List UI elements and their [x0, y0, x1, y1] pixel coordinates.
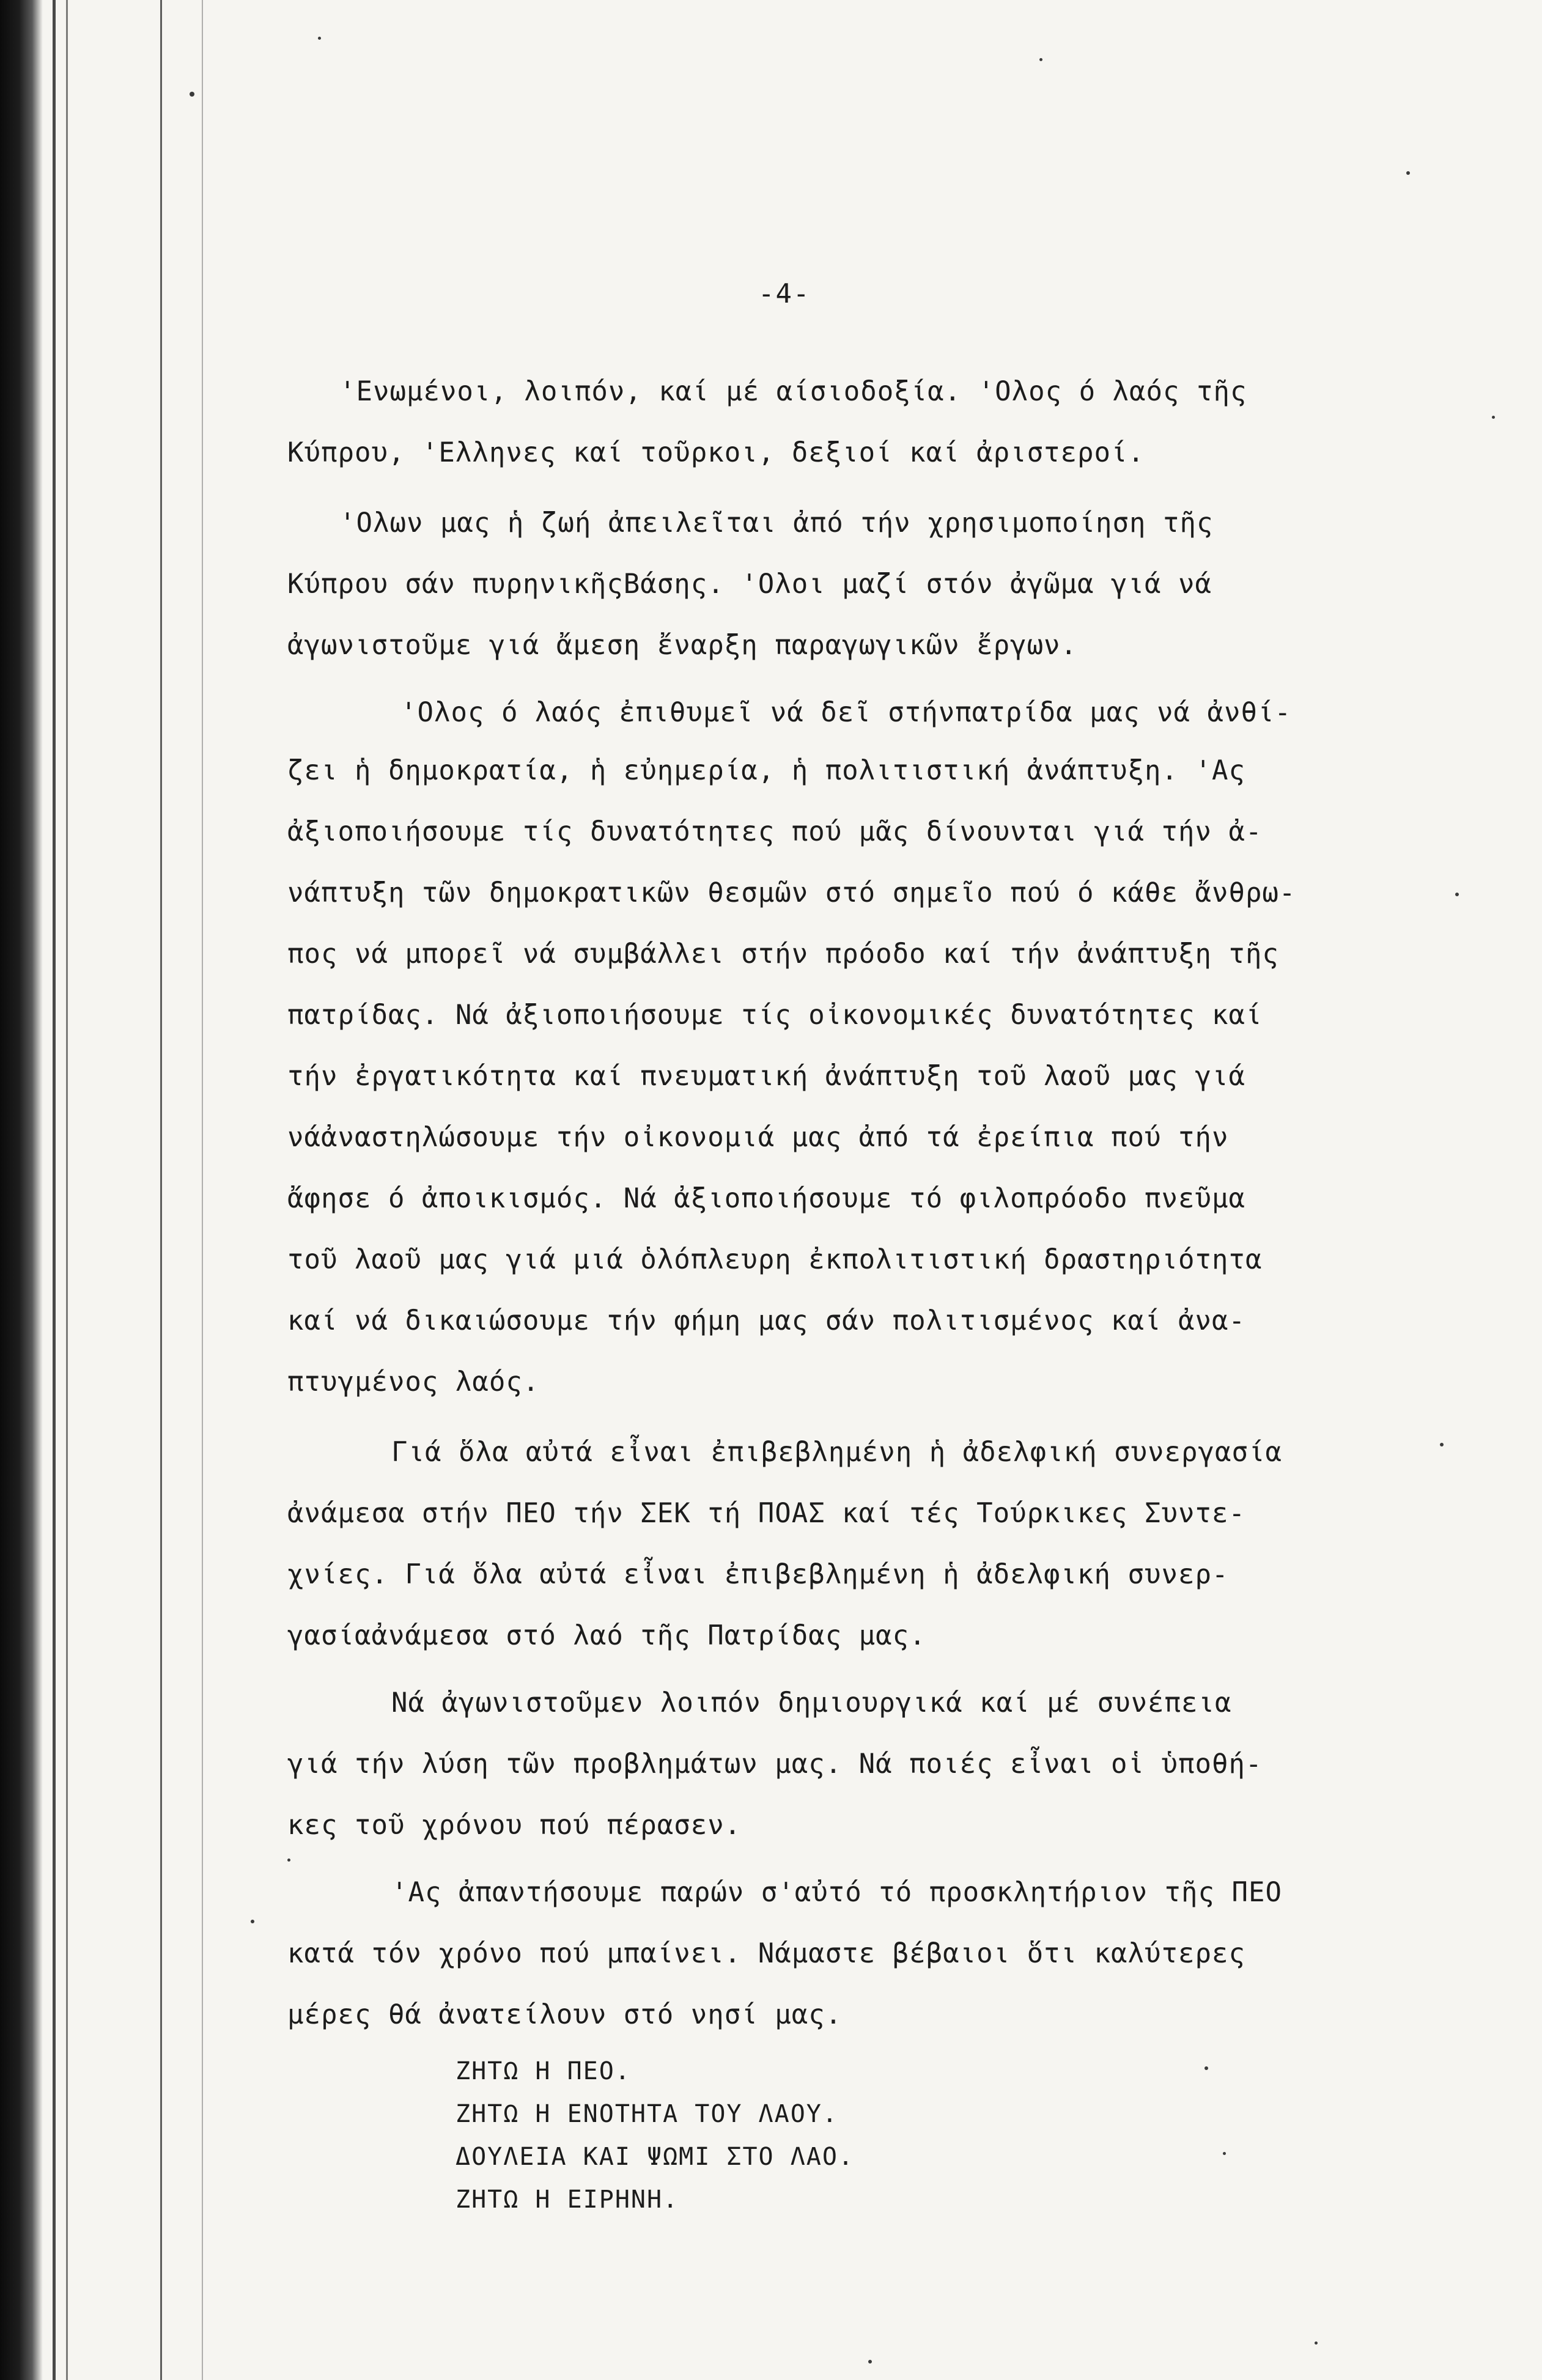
scan-speck	[1204, 2066, 1208, 2070]
body-line: πος νά μπορεῖ νά συμβάλλει στήν πρόοδο καί τήν ἀνάπτυξη τῆς	[287, 938, 1279, 970]
body-line: ζει ἡ δημοκρατία, ἡ εὐημερία, ἡ πολιτιστική ἀνάπτυξη. 'Ας	[287, 755, 1245, 786]
body-line: ἄφησε ό ἀποικισμός. Νά ἀξιοποιήσουμε τό φιλοπρόοδο πνεῦμα	[287, 1183, 1245, 1214]
body-line: ἀγωνιστοῦμε γιά ἄμεση ἔναρξη παραγωγικῶν ἔργων.	[287, 630, 1078, 661]
body-line: κες τοῦ χρόνου πού πέρασεν.	[287, 1810, 742, 1841]
scan-speck	[868, 2360, 872, 2363]
page-number: -4-	[758, 278, 811, 309]
scan-speck	[1223, 2152, 1226, 2155]
body-line: πτυγμένος λαός.	[287, 1366, 540, 1398]
body-line: κατά τόν χρόνο πού μπαίνει. Νάμαστε βέβαιοι ὅτι καλύτερες	[287, 1938, 1245, 1969]
scan-speck	[318, 37, 321, 40]
body-line: Νά ἀγωνιστοῦμεν λοιπόν δημιουργικά καί μέ συνέπεια	[391, 1687, 1232, 1719]
body-line: 'Ολων μας ἡ ζωή ἀπειλεῖται ἀπό τήν χρησιμοποίηση τῆς	[339, 507, 1214, 539]
closing-slogan: ΖΗΤΩ Η ΕΝΟΤΗΤΑ ΤΟΥ ΛΑΟΥ.	[456, 2100, 838, 2128]
body-line: 'Ενωμένοι, λοιπόν, καί μέ αίσιοδοξία. 'Ολος ό λαός τῆς	[339, 376, 1247, 407]
body-line: Κύπρου σάν πυρηνικῆςΒάσης. 'Ολοι μαζί στόν ἀγῶμα γιά νά	[287, 569, 1212, 600]
body-line: νάἀναστηλώσουμε τήν οἰκονομιά μας ἀπό τά ἐρείπια πού τήν	[287, 1122, 1229, 1153]
body-line: καί νά δικαιώσουμε τήν φήμη μας σάν πολιτισμένος καί ἀνα-	[287, 1305, 1245, 1336]
scan-speck	[1039, 58, 1042, 61]
scan-speck	[1315, 2341, 1318, 2345]
scan-speck	[251, 1920, 254, 1923]
body-line: γιά τήν λύση τῶν προβλημάτων μας. Νά ποιές εἶναι οἱ ὑποθή-	[287, 1748, 1263, 1780]
scan-speck	[1440, 1443, 1444, 1446]
body-line: Κύπρου, 'Ελληνες καί τοῦρκοι, δεξιοί καί ἀριστεροί.	[287, 437, 1145, 468]
body-line: πατρίδας. Νά ἀξιοποιήσουμε τίς οἰκονομικές δυνατότητες καί	[287, 1000, 1263, 1031]
body-line: ἀξιοποιήσουμε τίς δυνατότητες πού μᾶς δίνουνται γιά τήν ἀ-	[287, 816, 1263, 847]
body-line: Γιά ὅλα αὐτά εἶναι ἐπιβεβλημένη ἡ ἀδελφική συνεργασία	[391, 1437, 1282, 1468]
closing-slogan: ΔΟΥΛΕΙΑ ΚΑΙ ΨΩΜΙ ΣΤΟ ΛΑΟ.	[456, 2143, 855, 2171]
body-line: γασίαἀνάμεσα στό λαό τῆς Πατρίδας μας.	[287, 1620, 926, 1651]
scan-speck	[287, 1859, 290, 1862]
body-line: 'Ολος ό λαός ἐπιθυμεῖ νά δεῖ στήνπατρίδα μας νά ἀνθί-	[400, 697, 1291, 728]
body-line: τοῦ λαοῦ μας γιά μιά ὁλόπλευρη ἐκπολιτιστική δραστηριότητα	[287, 1244, 1263, 1275]
scan-speck	[190, 92, 194, 97]
scan-speck	[1455, 893, 1459, 896]
scan-speck	[1492, 416, 1495, 419]
body-line: ἀνάμεσα στήν ΠΕΟ τήν ΣΕΚ τή ΠΟΑΣ καί τές Τούρκικες Συντε-	[287, 1498, 1245, 1529]
scan-speck	[1406, 171, 1410, 175]
closing-slogan: ΖΗΤΩ Η ΠΕΟ.	[456, 2057, 631, 2085]
closing-slogan: ΖΗΤΩ Η ΕΙΡΗΝΗ.	[456, 2186, 679, 2214]
body-line: 'Ας ἀπαντήσουμε παρών σ'αὐτό τό προσκλητήριον τῆς ΠΕΟ	[391, 1877, 1282, 1908]
body-line: χνίες. Γιά ὅλα αὐτά εἶναι ἐπιβεβλημένη ἡ ἀδελφική συνερ-	[287, 1559, 1229, 1590]
body-line: νάπτυξη τῶν δημοκρατικῶν θεσμῶν στό σημεῖο πού ό κάθε ἄνθρω-	[287, 877, 1296, 908]
body-line: μέρες θά ἀνατείλουν στό νησί μας.	[287, 1999, 843, 2030]
body-line: τήν ἐργατικότητα καί πνευματική ἀνάπτυξη τοῦ λαοῦ μας γιά	[287, 1061, 1245, 1092]
